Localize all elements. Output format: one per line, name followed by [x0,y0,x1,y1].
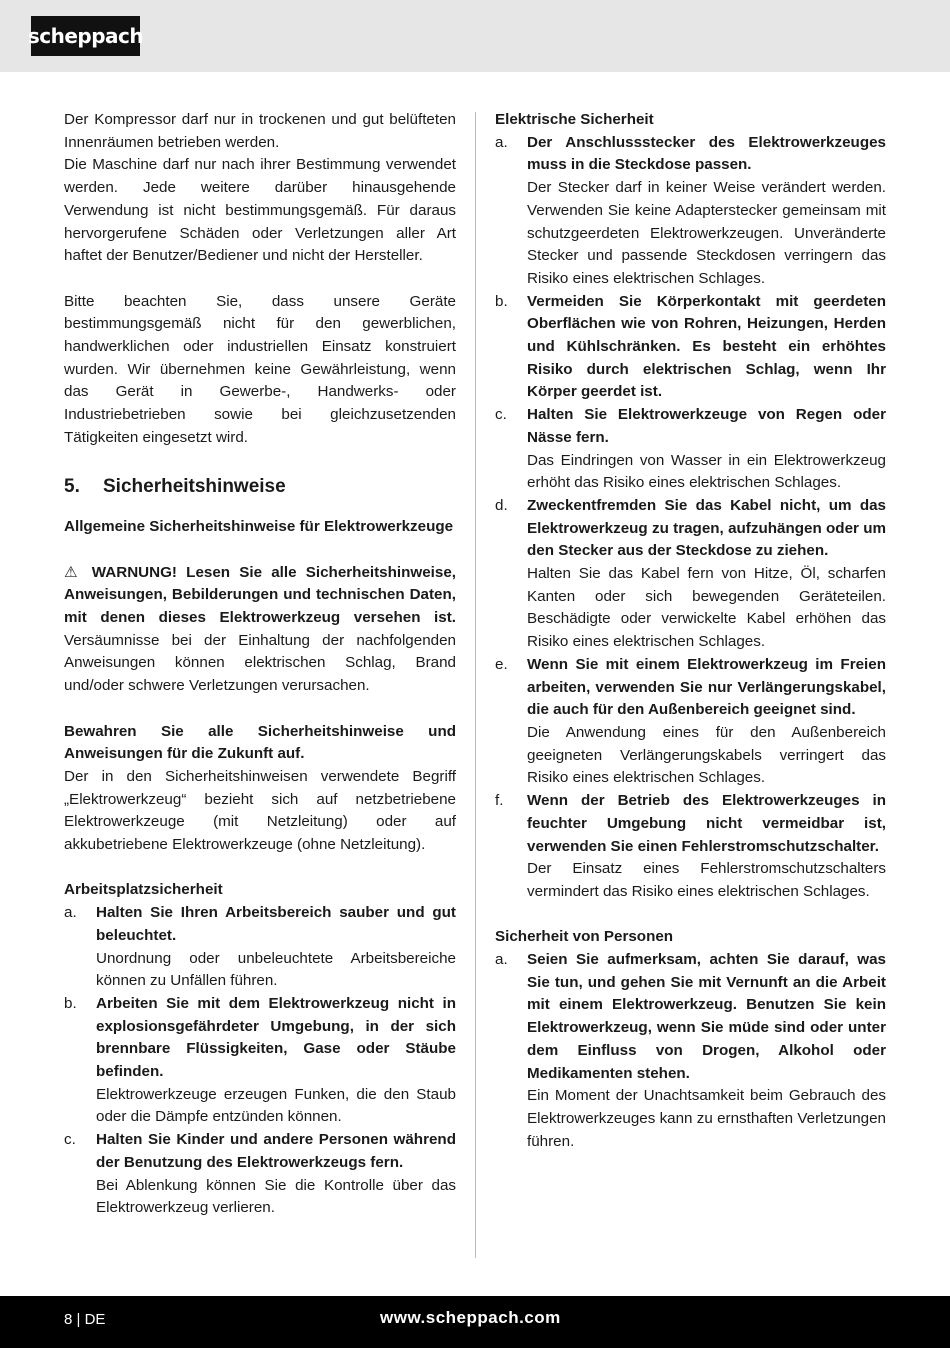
list-item-text: Die Anwendung eines für den Außenbereich geeigneten Verlängerungskabels verringert das Risiko eines elektrischen Schlages. [527,723,886,787]
list-item [495,790,886,904]
list-item-bold: Halten Sie Ihren Arbeitsbereich sauber und gut beleuchtet. [96,904,456,944]
workplace-safety-heading: Arbeitsplatzsicherheit [64,881,223,899]
list-letter: c. [64,1131,76,1149]
list-letter: a. [64,904,77,922]
list-letter: e. [495,655,508,673]
list-item-bold: Arbeiten Sie mit dem Elektrowerkzeug nicht in explosionsgefährdeter Umgebung, in der sich brennbare Flüssigkeiten, Gase oder Stäube befinden. [96,994,456,1081]
column-divider [475,112,476,1258]
general-safety-heading: Allgemeine Sicherheitshinweise für Elektrowerkzeuge [64,518,454,536]
list-item [495,949,886,1153]
list-item-text: Der Einsatz eines Fehlerstromschutzschalters vermindert das Risiko eines elektrischen Schlages. [527,860,886,900]
list-item-bold: Halten Sie Kinder und andere Personen während der Benutzung des Elektrowerkzeugs fern. [96,1131,456,1171]
list-letter: d. [495,496,508,514]
list-item-text: Das Eindringen von Wasser in ein Elektrowerkzeug erhöht das Risiko eines elektrischen Schlages. [527,451,886,492]
list-letter: a. [495,951,508,968]
list-item [64,993,456,1129]
list-item [495,291,886,405]
list-letter: a. [495,133,508,151]
section-title: Sicherheitshinweise [103,475,286,497]
list-item-text: Der Stecker darf in keiner Weise verändert werden. Verwenden Sie keine Adapterstecker gemeinsam mit schutzgeerdeten Elektrowerkzeugen. Unveränderte Stecker und passende Steckdosen verringern das Risiko eines elektrischen Schlages. [527,179,886,287]
list-letter: c. [495,406,507,424]
list-item-text: Ein Moment der Unachtsamkeit beim Gebrauch des Elektrowerkzeuges kann zu ernsthaften Verletzungen führen. [527,1087,886,1150]
list-letter: f. [495,792,504,810]
keep-instructions-heading: Bewahren Sie alle Sicherheitshinweise und Anweisungen für die Zukunft auf. [64,722,456,763]
personal-safety-heading: Sicherheit von Personen [495,928,674,946]
warning-text: Versäumnisse bei der Einhaltung der nachfolgenden Anweisungen können elektrischen Schlag, Brand und/oder schwere Verletzungen verursachen. [64,631,456,695]
list-item-bold: Wenn der Betrieb des Elektrowerkzeuges in feuchter Umgebung nicht vermeidbar ist, verwenden Sie einen Fehlerstromschutzschalter. [527,792,886,855]
left-column [64,109,456,1220]
list-item-text: Elektrowerkzeuge erzeugen Funken, die den Staub oder die Dämpfe entzünden können. [96,1085,456,1126]
warning-paragraph [64,562,456,698]
list-item-bold: Wenn Sie mit einem Elektrowerkzeug im Freien arbeiten, verwenden Sie nur Verlängerungskabel, die auch für den Außenbereich geeignet sind. [527,655,886,719]
warning-bold-text: WARNUNG! Lesen Sie alle Sicherheitshinweise, Anweisungen, Bebilderungen und technischen Daten, mit denen dieses Elektrowerkzeug versehen ist. [64,563,456,627]
list-item-bold: Vermeiden Sie Körperkontakt mit geerdeten Oberflächen wie von Rohren, Heizungen, Herden und Kühlschränken. Es besteht ein erhöhtes Risiko durch elektrischen Schlag, wenn Ihr Körper geerdet ist. [527,292,886,401]
intro-paragraph-2: Die Maschine darf nur nach ihrer Bestimmung verwendet werden. Jede weitere darüber hinausgehende Verwendung ist nicht bestimmungsgemäß. Für daraus hervorgerufene Schäden oder Verletzungen aller Art haftet der Benutzer/Bediener und nicht der Hersteller. [64,156,456,265]
section-number: 5. [64,475,80,497]
list-item [64,1129,456,1220]
intro-paragraph-1: Der Kompressor darf nur in trockenen und gut belüfteten Innenräumen betrieben werden. [64,111,456,151]
section-heading [64,473,456,501]
list-item-bold: Seien Sie aufmerksam, achten Sie darauf, was Sie tun, und gehen Sie mit Vernunft an die Arbeit mit einem Elektrowerkzeug. Benutzen Sie kein Elektrowerkzeug, wenn Sie müde sind oder unter dem Einfluss von Drogen, Alkohol oder Medikamenten stehen. [527,951,886,1082]
scheppach-logo: scheppach [31,16,140,56]
list-item [495,132,886,291]
list-item-bold: Halten Sie Elektrowerkzeuge von Regen oder Nässe fern. [527,406,886,446]
list-item-text: Unordnung oder unbeleuchtete Arbeitsbereiche können zu Unfällen führen. [96,949,456,990]
page-number: 8 | DE [64,1311,106,1328]
list-item [495,404,886,495]
list-item [64,902,456,993]
list-item [495,654,886,790]
warning-triangle-icon: ⚠ [64,563,83,581]
list-letter: b. [495,292,508,310]
list-item-text: Halten Sie das Kabel fern von Hitze, Öl, scharfen Kanten oder sich bewegenden Geräteteilen. Beschädigte oder verwickelte Kabel erhöhen das Risiko eines elektrischen Schlages. [527,565,886,651]
list-item-bold: Der Anschlussstecker des Elektrowerkzeuges muss in die Steckdose passen. [527,133,886,174]
list-letter: b. [64,994,77,1012]
page-header [0,0,950,72]
right-column [495,109,886,1153]
list-item-bold: Zweckentfremden Sie das Kabel nicht, um das Elektrowerkzeug zu tragen, aufzuhängen oder um den Stecker aus der Steckdose zu ziehen. [527,496,886,560]
website-url: www.scheppach.com [380,1308,561,1327]
list-item-text: Bei Ablenkung können Sie die Kontrolle über das Elektrowerkzeug verlieren. [96,1176,456,1217]
keep-instructions-text: Der in den Sicherheitshinweisen verwendete Begriff „Elektrowerkzeug“ bezieht sich auf netzbetriebene Elektrowerkzeuge (mit Netzleitung) oder auf akkubetriebene Elektrowerkzeuge (ohne Netzleitung). [64,767,456,854]
electrical-safety-heading: Elektrische Sicherheit [495,111,654,128]
page-footer [0,1296,950,1348]
list-item [495,495,886,654]
intro-paragraph-3: Bitte beachten Sie, dass unsere Geräte bestimmungsgemäß nicht für den gewerblichen, handwerklichen oder industriellen Einsatz konstruiert wurden. Wir übernehmen keine Gewährleistung, wenn das Gerät in Gewerbe-, Handwerks- oder Industriebetrieben sowie bei gleichzusetzenden Tätigkeiten eingesetzt wird. [64,292,456,446]
